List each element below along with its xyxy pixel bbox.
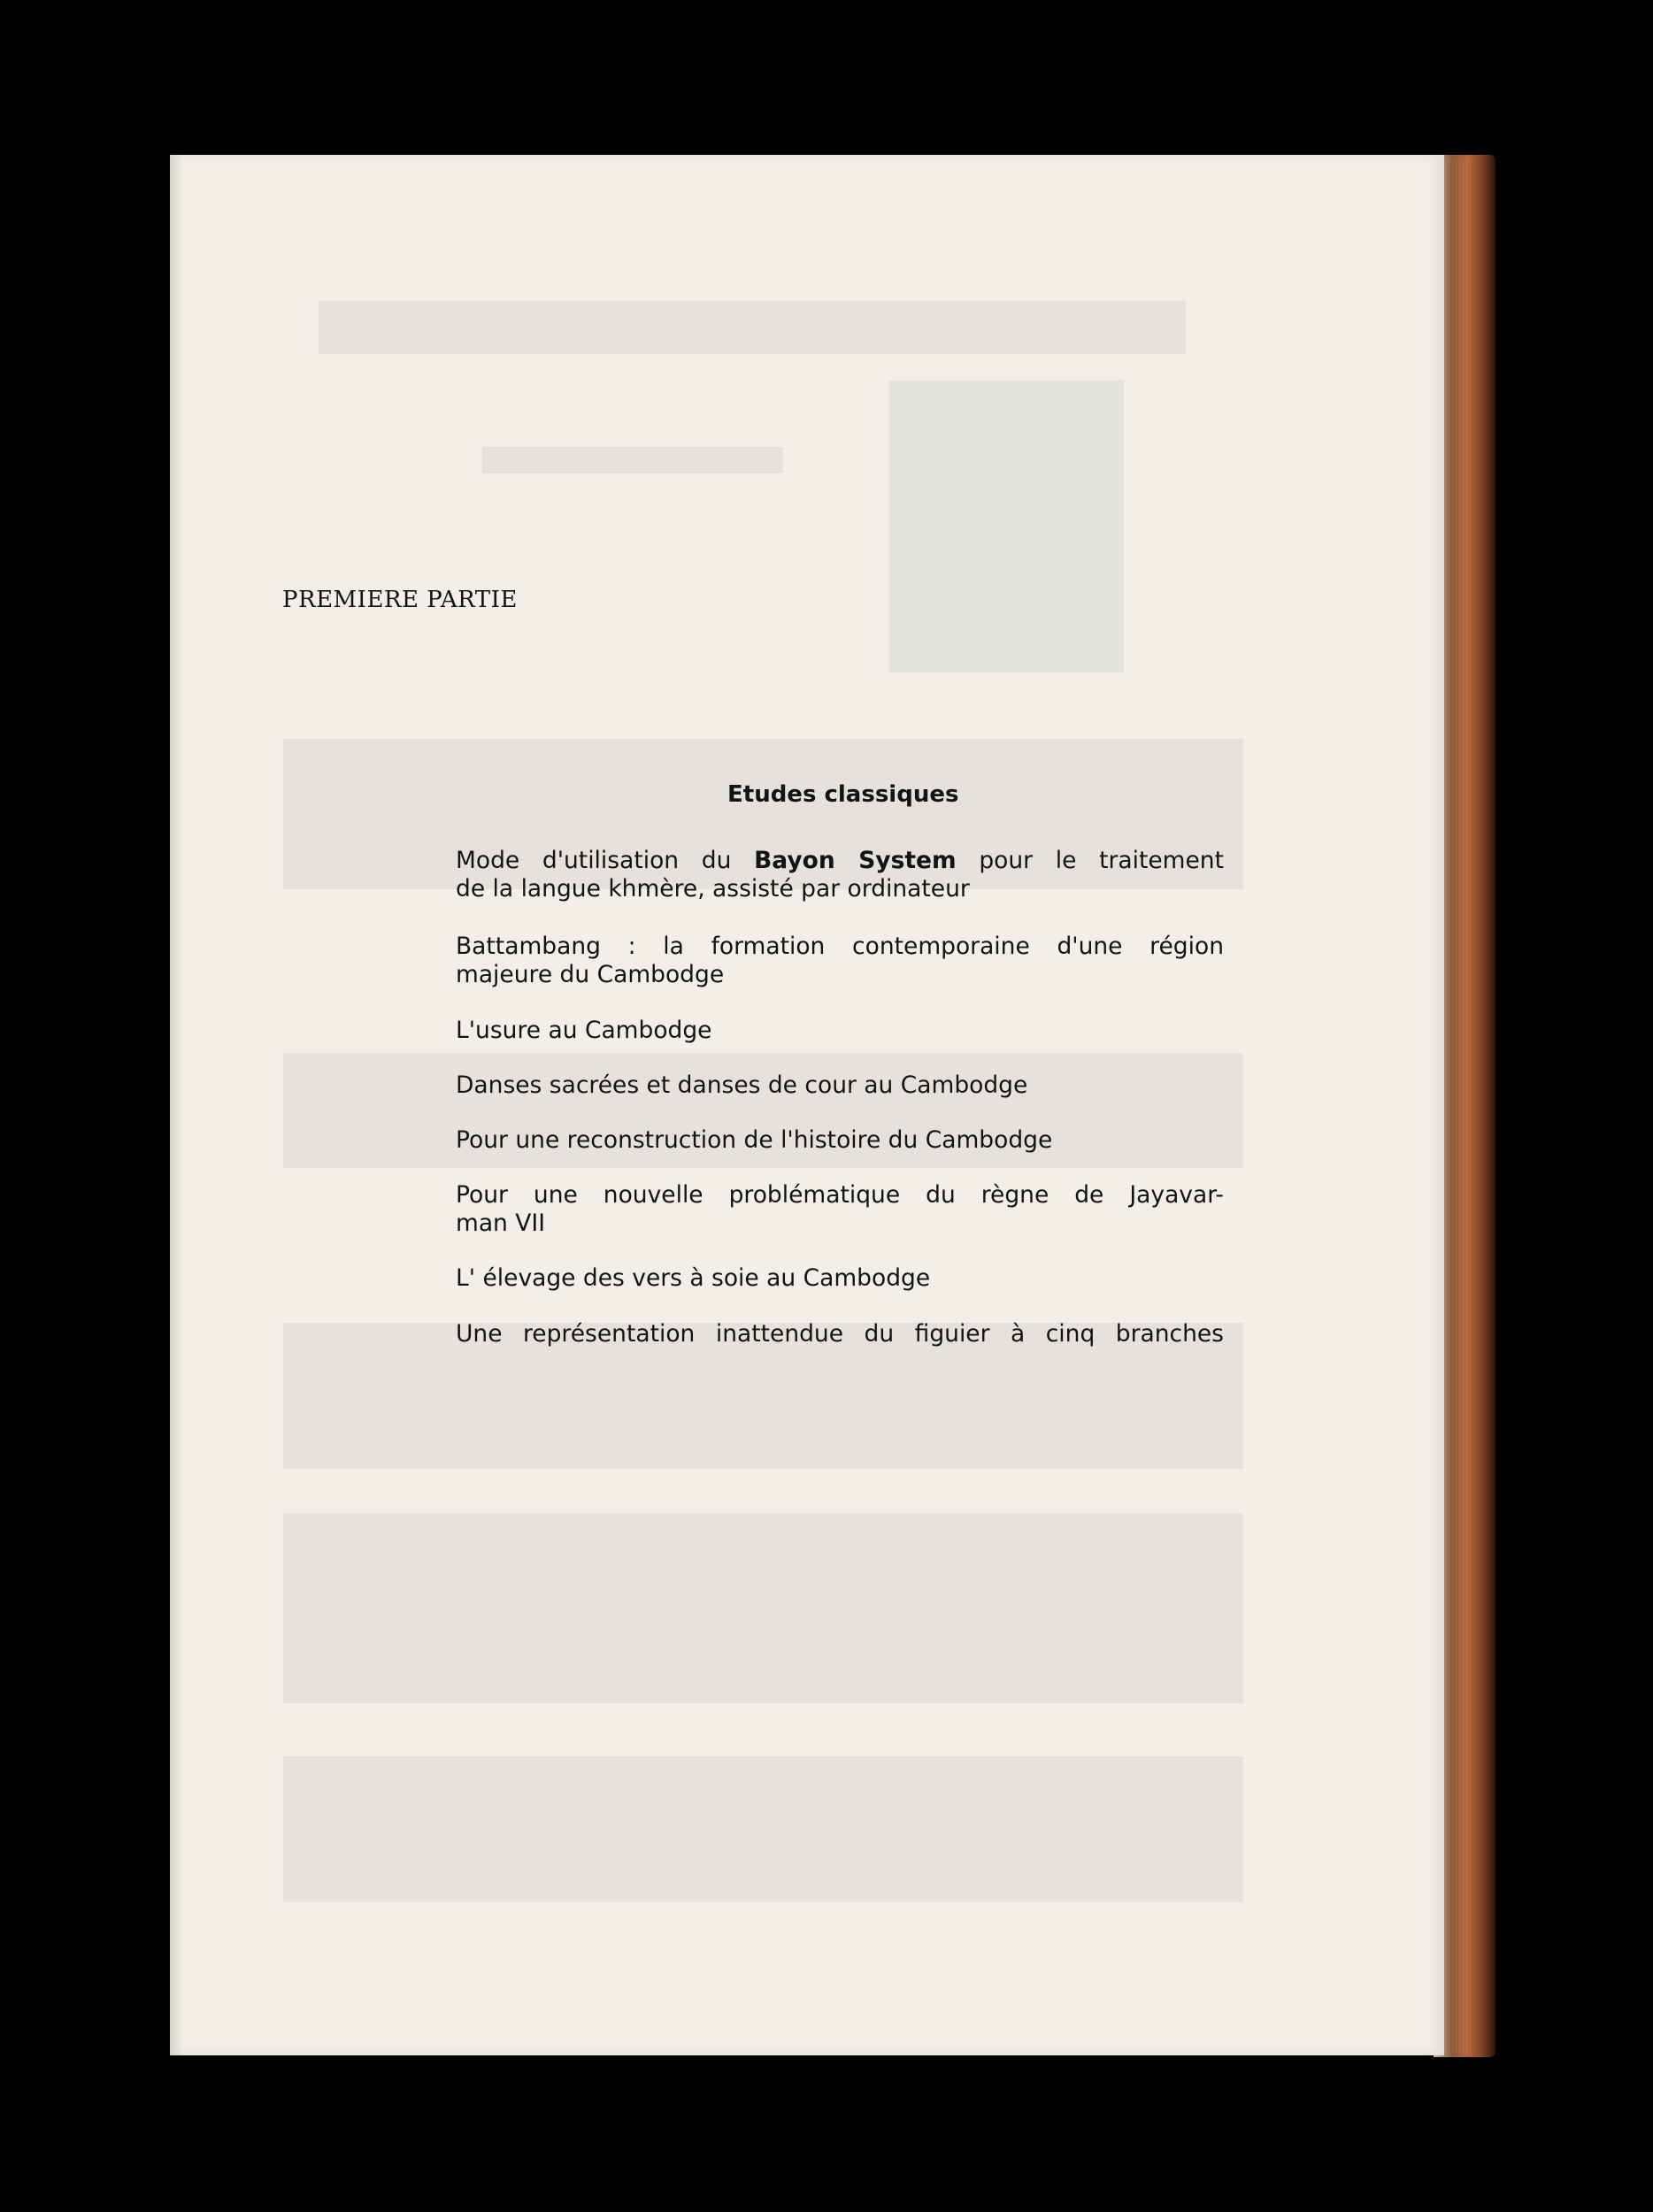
- show-through-map-figure: [889, 380, 1124, 672]
- toc-entry-vers-a-soie: [456, 1264, 1224, 1293]
- toc-entry-figuier: [456, 1320, 1224, 1348]
- toc-entry-battambang: [456, 933, 1224, 989]
- toc-entry-text: pour le traitement: [979, 847, 1224, 874]
- toc-entry-line: L' élevage des vers à soie au Cambodge: [456, 1264, 931, 1292]
- toc-entry-usure: [456, 1017, 1224, 1045]
- toc-entry-line: Pour une reconstruction de l'histoire du Cambodge: [456, 1126, 1053, 1154]
- toc-entry-jayavarman: [456, 1181, 1224, 1238]
- toc-entry-emphasis: Bayon System: [754, 847, 957, 874]
- toc-entry-line: de la langue khmère, assisté par ordinateur: [456, 875, 970, 902]
- toc-entry-danses: [456, 1071, 1224, 1100]
- show-through-byline: [482, 447, 783, 473]
- toc-entry-histoire: [456, 1126, 1224, 1155]
- show-through-paragraph-4: [283, 1513, 1243, 1703]
- part-title: PREMIERE PARTIE: [282, 587, 518, 613]
- page-gutter-shadow: [170, 155, 184, 2055]
- section-title: Etudes classiques: [727, 781, 959, 808]
- toc-entry-line: L'usure au Cambodge: [456, 1017, 712, 1044]
- toc-entry-bayon-system: [456, 847, 1224, 903]
- toc-entry-text: Mode d'utilisation du: [456, 847, 732, 874]
- toc-entry-line: Battambang : la formation contemporaine d'une région: [456, 933, 1224, 960]
- toc-entry-line: man VII: [456, 1210, 546, 1237]
- toc-entry-line: Danses sacrées et danses de cour au Cambodge: [456, 1071, 1028, 1099]
- toc-entry-line: majeure du Cambodge: [456, 961, 725, 988]
- toc-entry-line: Une représentation inattendue du figuier à cinq branches: [456, 1320, 1224, 1348]
- show-through-footnote: [283, 1756, 1243, 1902]
- toc-entry-line: Pour une nouvelle problématique du règne de Jayavar-: [456, 1181, 1224, 1209]
- toc-entry-line: [456, 847, 1224, 875]
- show-through-heading: [319, 301, 1186, 354]
